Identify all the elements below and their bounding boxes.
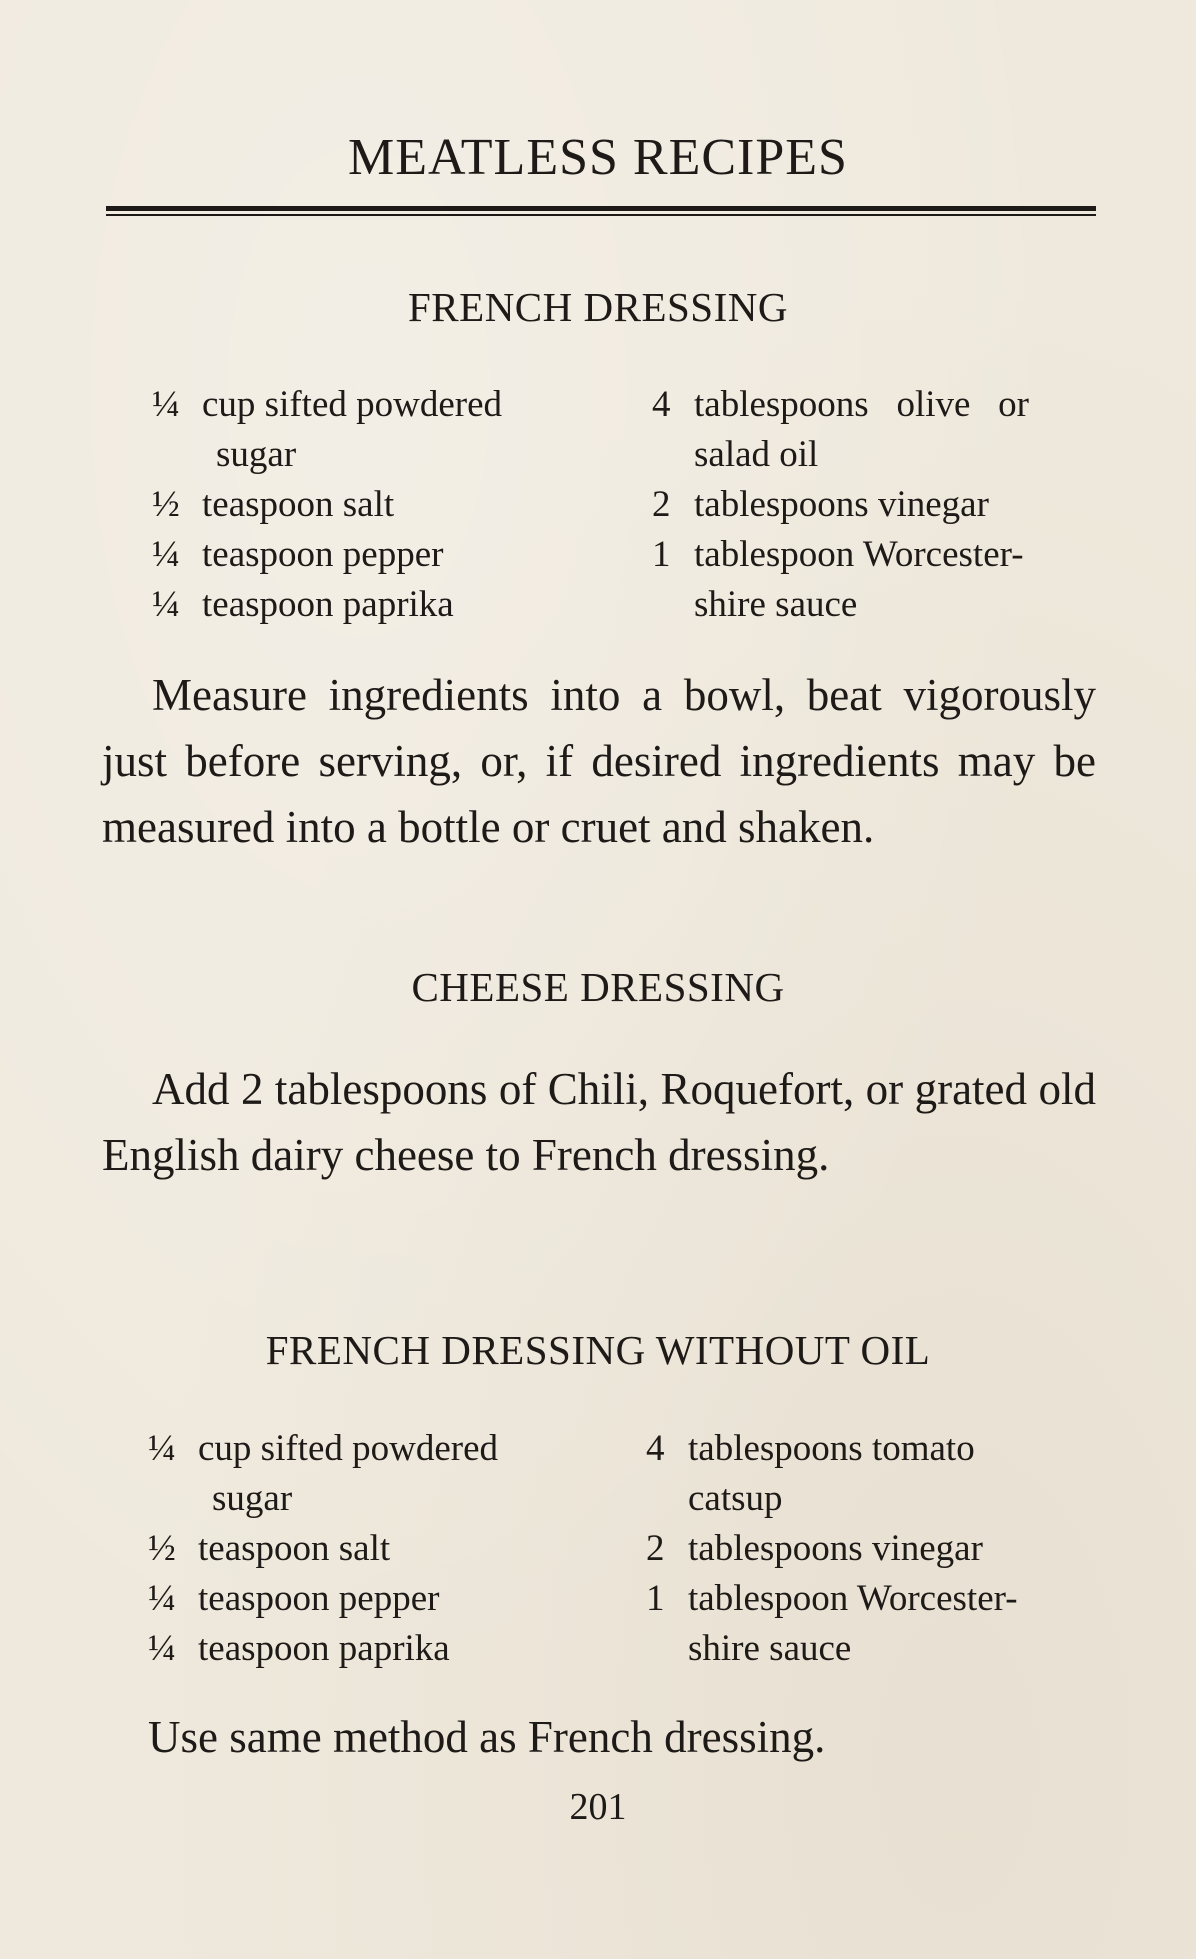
ingredient-right-2: [652, 480, 989, 530]
ingredient-quantity: ½: [152, 484, 180, 525]
ingredient-continuation: sugar: [216, 434, 297, 475]
ingredient-text: tablespoon Worcester-: [688, 1578, 1018, 1619]
ingredient-quantity: 2: [646, 1528, 665, 1569]
recipe-heading-french-dressing: FRENCH DRESSING: [408, 284, 788, 330]
ingredient-right-3: [652, 530, 1024, 580]
ingredient-quantity: 4: [646, 1428, 665, 1469]
method-text: Measure ingredients into a bowl, beat vigorously just before serving, or, if desired ingredients may be measured into a bottle or cruet and shaken.: [102, 670, 1096, 852]
ingredient-text: teaspoon pepper: [202, 534, 444, 575]
method-paragraph: [102, 662, 1096, 860]
ingredient-text: teaspoon paprika: [198, 1628, 450, 1669]
ingredient-continuation: sugar: [212, 1478, 293, 1519]
ingredient-text: cup sifted powdered: [198, 1428, 499, 1469]
ingredient-text: teaspoon paprika: [202, 584, 454, 625]
ingredient-continuation: shire sauce: [688, 1628, 852, 1669]
ingredient-quantity: ½: [148, 1528, 176, 1569]
ingredient-text: teaspoon salt: [202, 484, 395, 525]
ingredient-right-1: [646, 1424, 975, 1474]
ingredient-left-2: [148, 1524, 390, 1574]
ingredient-quantity: ¼: [152, 584, 180, 625]
running-head: MEATLESS RECIPES: [348, 129, 848, 186]
ingredient-text: tablespoons vinegar: [694, 484, 989, 525]
method-paragraph: [148, 1704, 1096, 1770]
ingredient-quantity: 1: [652, 534, 671, 575]
ingredient-left-3: [148, 1574, 439, 1624]
method-text: Use same method as French dressing.: [148, 1712, 826, 1762]
ingredient-continuation: catsup: [688, 1478, 783, 1519]
header-rule-thin: [106, 214, 1096, 216]
ingredient-left-1: [152, 380, 502, 430]
ingredient-left-4: [152, 580, 454, 630]
recipe-heading-french-dressing-without-oil: FRENCH DRESSING WITHOUT OIL: [265, 1327, 931, 1373]
ingredient-left-3: [152, 530, 443, 580]
recipe-heading-cheese-dressing: CHEESE DRESSING: [411, 964, 785, 1010]
ingredient-quantity: ¼: [148, 1578, 176, 1619]
ingredient-text: tablespoons tomato: [688, 1428, 975, 1469]
ingredient-left-2: [152, 480, 394, 530]
ingredient-left-1: [148, 1424, 498, 1474]
ingredient-left-4: [148, 1624, 450, 1674]
ingredient-quantity: ¼: [148, 1628, 176, 1669]
ingredient-quantity: 4: [652, 384, 671, 425]
ingredient-text: tablespoon Worcester-: [694, 534, 1024, 575]
ingredient-text: teaspoon pepper: [198, 1578, 440, 1619]
ingredient-quantity: 1: [646, 1578, 665, 1619]
ingredient-continuation: salad oil: [694, 434, 819, 475]
ingredient-text: teaspoon salt: [198, 1528, 391, 1569]
ingredient-right-2: [646, 1524, 983, 1574]
method-text: Add 2 tablespoons of Chili, Roquefort, or grated old English dairy cheese to French dressing.: [102, 1064, 1096, 1180]
ingredient-right-1: [652, 380, 1029, 430]
ingredient-right-3: [646, 1574, 1018, 1624]
ingredient-text: tablespoons olive or: [694, 384, 1030, 425]
header-rule-thick: [106, 206, 1096, 211]
ingredient-text: cup sifted powdered: [202, 384, 503, 425]
ingredient-text: tablespoons vinegar: [688, 1528, 983, 1569]
ingredient-quantity: ¼: [152, 534, 180, 575]
ingredient-quantity: ¼: [148, 1428, 176, 1469]
method-paragraph: [102, 1056, 1096, 1188]
ingredient-quantity: ¼: [152, 384, 180, 425]
ingredient-quantity: 2: [652, 484, 671, 525]
page-number: 201: [569, 1786, 627, 1828]
ingredient-continuation: shire sauce: [694, 584, 858, 625]
